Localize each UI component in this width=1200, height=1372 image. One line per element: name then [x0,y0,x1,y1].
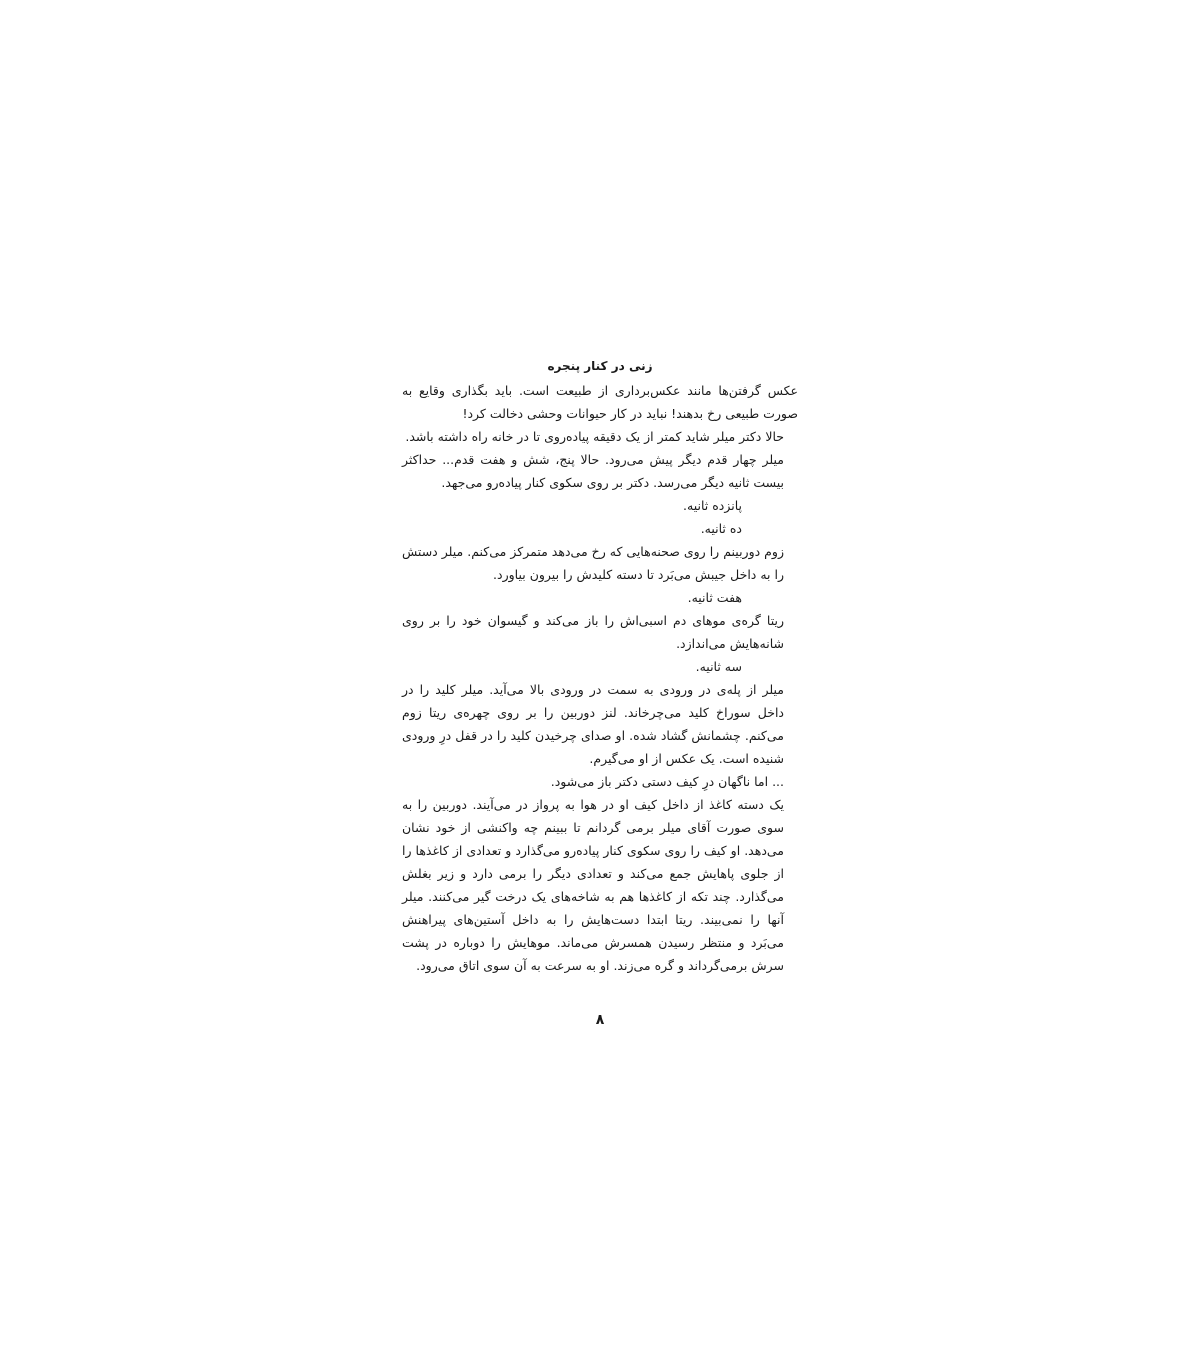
paragraph: ده ثانیه. [700,521,742,536]
body-text [402,379,798,977]
paragraph: زوم دوربینم را روی صحنه‌هایی که رخ می‌دهد متمرکز می‌کنم. میلر دستش را به داخل جیبش می‌بَرد تا دسته کلیدش را بیرون بیاورد. [402,544,784,582]
running-header-title: زنی در کنار پنجره [547,359,653,373]
paragraph: میلر چهار قدم دیگر پیش می‌رود. حالا پنج، شش و هفت قدم... حداکثر بیست ثانیه دیگر می‌رسد. دکتر بر روی سکوی کنار پیاده‌رو می‌جهد. [402,452,784,490]
paragraph: میلر از پله‌ی در ورودی به سمت در ورودی بالا می‌آید. میلر کلید را در داخل سوراخ کلید می‌چرخاند. لنز دوربین را بر روی چهره‌ی ریتا زوم می‌کنم. چشمانش گشاد شده. او صدای چرخیدن کلید را در قفل درِ ورودی شنیده است. یک عکس از او می‌گیرم. [402,682,784,766]
paragraph: پانزده ثانیه. [683,498,742,513]
paragraph: هفت ثانیه. [687,590,742,605]
page-number: ۸ [595,1012,605,1028]
paragraph: عکس گرفتن‌ها مانند عکس‌برداری از طبیعت است. باید بگذاری وقایع به صورت طبیعی رخ بدهند! نباید در کار حیوانات وحشی دخالت کرد! [402,383,798,421]
paragraph: حالا دکتر میلر شاید کمتر از یک دقیقه پیاده‌روی تا در خانه راه داشته باشد. [405,429,784,444]
paragraph: ... اما ناگهان درِ کیف دستی دکتر باز می‌شود. [550,774,784,789]
paragraph: سه ثانیه. [695,659,742,674]
paragraph: ریتا گره‌ی موهای دم اسبی‌اش را باز می‌کند و گیسوان خود را بر روی شانه‌هایش می‌اندازد. [402,613,784,651]
paragraph: یک دسته کاغذ از داخل کیف او در هوا به پرواز در می‌آیند. دوربین را به سوی صورت آقای میلر برمی گردانم تا ببینم چه واکنشی از خود نشان می‌دهد. او کیف را روی سکوی کنار پیاده‌رو می‌گذارد و تعدادی از کاغذها را از جلوی پاهایش جمع می‌کند و تعدادی دیگر را برمی دارد و زیر بغلش می‌گذارد. چند تکه از کاغذها هم به شاخه‌های یک درخت گیر می‌کنند. میلر آنها را نمی‌بیند. ریتا ابتدا دست‌هایش را به داخل آستین‌های پیراهنش می‌بَرد و منتظر رسیدن همسرش می‌ماند. موهایش را دوباره در پشت سرش برمی‌گرداند و گره می‌زند. او به سرعت به آن سوی اتاق می‌رود. [402,797,784,973]
